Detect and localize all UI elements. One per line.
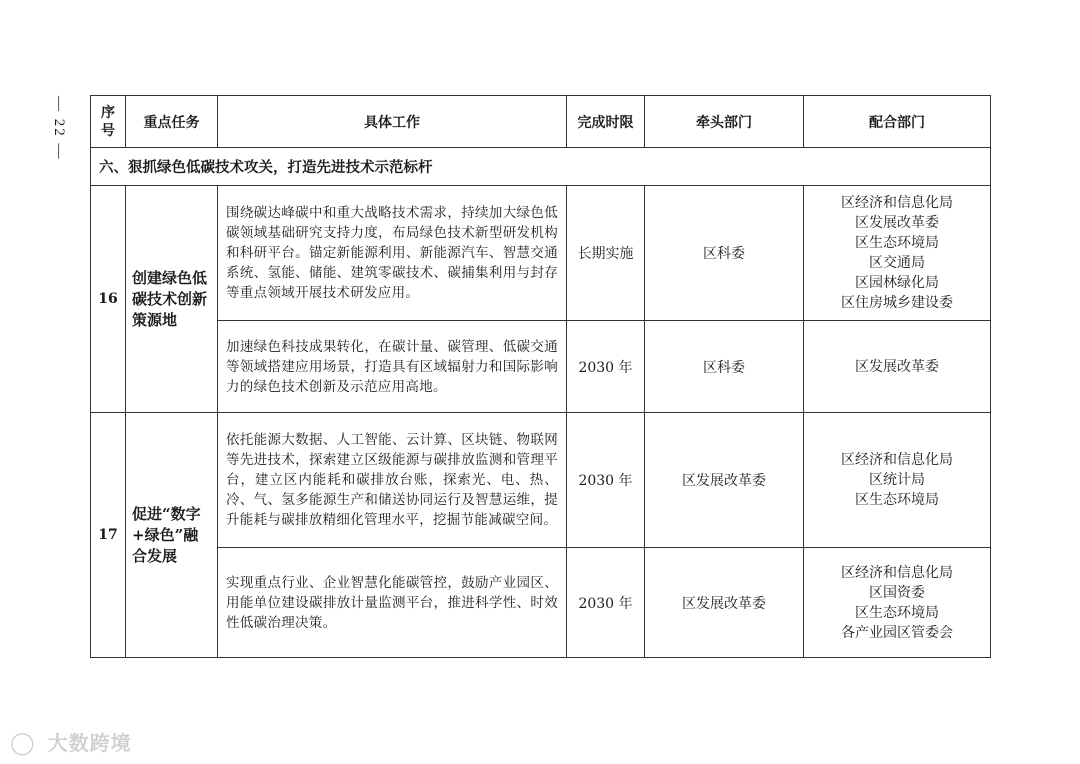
coop-departments	[804, 548, 991, 658]
header-work: 具体工作	[218, 96, 567, 148]
coop-department: 区经济和信息化局	[841, 564, 953, 581]
coop-department: 区国资委	[869, 584, 925, 601]
watermark	[10, 727, 132, 756]
coop-department: 区生态环境局	[855, 604, 939, 621]
watermark-text: 大数跨境	[47, 731, 132, 755]
policy-table	[90, 95, 991, 658]
deadline: 2030 年	[567, 413, 645, 548]
deadline: 2030 年	[567, 548, 645, 658]
table-header-row	[91, 96, 991, 148]
header-coop: 配合部门	[804, 96, 991, 148]
work-description: 围绕碳达峰碳中和重大战略技术需求，持续加大绿色低碳领域基础研究支持力度，布局绿色技术新型研发机构和科研平台。锚定新能源利用、新能源汽车、智慧交通系统、氢能、储能、建筑零碳技术、碳捕集利用与封存等重点领域开展技术研发应用。	[218, 186, 567, 321]
header-deadline: 完成时限	[567, 96, 645, 148]
coop-department: 区经济和信息化局	[841, 452, 953, 468]
deadline: 长期实施	[567, 186, 645, 321]
row-number: 16	[91, 186, 126, 413]
work-description: 依托能源大数据、人工智能、云计算、区块链、物联网等先进技术，探索建立区级能源与碳排放监测和管理平台，建立区内能耗和碳排放台账，探索光、电、热、冷、气、氢多能源生产和储送协同运行及智慧运维，提升能耗与碳排放精细化管理水平，挖掘节能减碳空间。	[218, 413, 567, 548]
section-title: 六、狠抓绿色低碳技术攻关，打造先进技术示范标杆	[91, 148, 991, 186]
deadline: 2030 年	[567, 321, 645, 413]
header-no: 序号	[91, 96, 126, 148]
coop-department: 区生态环境局	[855, 235, 939, 251]
coop-department: 区生态环境局	[855, 492, 939, 508]
weibo-icon: ◯	[10, 731, 36, 756]
coop-department: 区住房城乡建设委	[841, 295, 953, 311]
lead-department: 区发展改革委	[645, 548, 804, 658]
coop-department: 区园林绿化局	[855, 275, 939, 291]
coop-department: 区发展改革委	[855, 358, 939, 375]
lead-department: 区发展改革委	[645, 413, 804, 548]
table-row	[91, 186, 991, 321]
table-row	[91, 413, 991, 548]
work-description: 实现重点行业、企业智慧化能碳管控，鼓励产业园区、用能单位建设碳排放计量监测平台，推进科学性、时效性低碳治理决策。	[218, 548, 567, 658]
coop-departments	[804, 186, 991, 321]
coop-department: 区交通局	[869, 255, 925, 271]
table-row	[91, 321, 991, 413]
coop-departments	[804, 413, 991, 548]
header-task: 重点任务	[126, 96, 218, 148]
lead-department: 区科委	[645, 321, 804, 413]
work-description: 加速绿色科技成果转化，在碳计量、碳管理、低碳交通等领域搭建应用场景，打造具有区域辐射力和国际影响力的绿色技术创新及示范应用高地。	[218, 321, 567, 413]
key-task: 促进“数字+绿色”融合发展	[126, 413, 218, 658]
section-row	[91, 148, 991, 186]
coop-department: 各产业园区管委会	[841, 624, 953, 641]
header-lead: 牵头部门	[645, 96, 804, 148]
coop-department: 区统计局	[869, 472, 925, 488]
lead-department: 区科委	[645, 186, 804, 321]
coop-department: 区发展改革委	[855, 215, 939, 231]
page-number: — 22 —	[51, 96, 67, 161]
row-number: 17	[91, 413, 126, 658]
table-row	[91, 548, 991, 658]
coop-departments	[804, 321, 991, 413]
key-task: 创建绿色低碳技术创新策源地	[126, 186, 218, 413]
coop-department: 区经济和信息化局	[841, 195, 953, 211]
